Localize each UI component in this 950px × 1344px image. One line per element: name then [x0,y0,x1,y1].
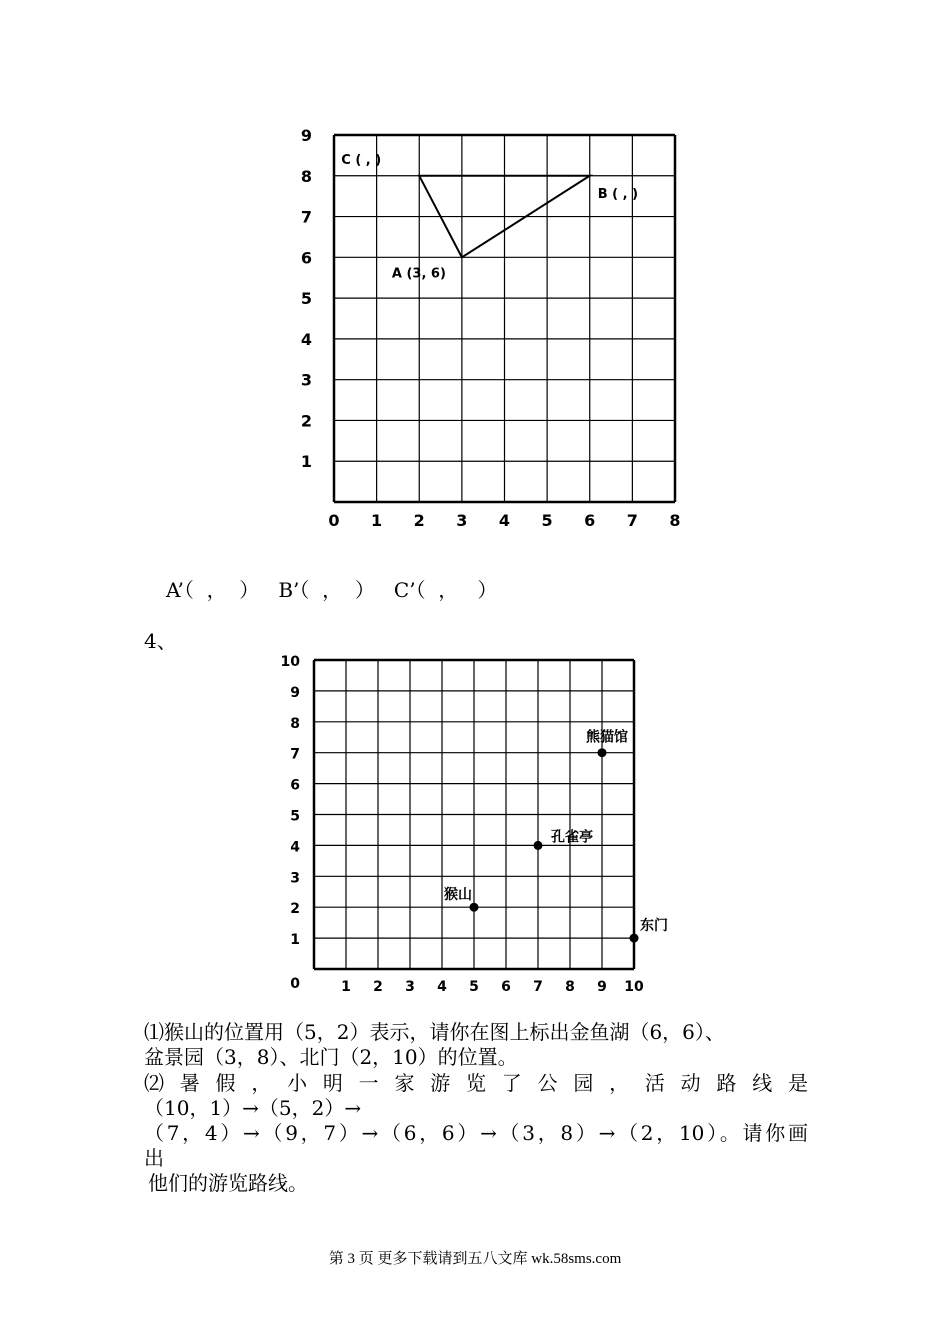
y-tick-label: 2 [290,901,300,918]
q4-part2-line2: （10，1）→（5，2）→ [144,1096,362,1120]
x-tick-label: 9 [597,979,607,995]
y-tick-label: 7 [290,746,300,763]
point-label-b: B ( , ) [597,186,639,202]
triangle-grid-chart [290,120,690,540]
y-tick-label: 3 [300,370,312,390]
page-footer: 第 3 页 更多下载请到五八文库 wk.58sms.com [328,1251,622,1267]
location-point [630,934,639,943]
location-label: 熊猫馆 [586,729,628,746]
x-tick-label: 7 [533,979,543,995]
q4-part2-line3: （7，4）→（9，7）→（6，6）→（3，8）→（2，10）。请你画 [144,1121,808,1145]
x-tick-label: 8 [565,979,575,995]
y-tick-label: 1 [300,452,312,472]
y-tick-label: 10 [280,654,300,670]
x-tick-label: 0 [328,511,340,530]
x-tick-label: 8 [669,511,681,530]
y-tick-label: 1 [290,932,300,949]
q4-part1-line2: 盆景园（3，8）、北门（2，10）的位置。 [144,1045,518,1069]
y-tick-label: 9 [290,684,300,701]
location-point [470,903,479,912]
q3-answer-line: A’（ ， ） B’（ ， ） C’（ ， ） [166,578,498,602]
location-label: 东门 [640,918,668,935]
x-tick-label: 7 [626,511,638,530]
q4-part2-line5: 他们的游览路线。 [148,1171,308,1195]
x-tick-label: 10 [624,979,644,995]
y-tick-label: 2 [300,411,312,431]
y-tick-label: 5 [290,808,300,825]
x-tick-label: 3 [456,511,468,530]
x-tick-label: 6 [501,979,511,995]
y-tick-label: 4 [300,329,312,349]
point-label-c: C ( , ) [341,152,382,168]
y-tick-label: 8 [290,715,300,732]
location-label: 猴山 [444,887,472,904]
question-number: 4、 [144,629,177,653]
y-tick-label: 5 [300,289,312,309]
y-tick-label: 6 [300,248,312,268]
x-tick-label: 2 [413,511,425,530]
q4-part1-line1: ⑴猴山的位置用（5，2）表示，请你在图上标出金鱼湖（6，6）、 [144,1020,725,1044]
location-point [534,841,543,850]
location-point [598,748,607,757]
q4-part2-line1: ⑵ 暑 假 ， 小 明 一 家 游 览 了 公 园 ， 活 动 路 线 是 [144,1071,808,1095]
y-tick-label: 9 [300,126,312,145]
x-tick-label: 5 [541,511,553,530]
x-tick-label: 4 [498,511,511,530]
x-tick-label: 2 [373,979,383,995]
origin-label: 0 [290,976,300,992]
y-tick-label: 8 [300,166,312,186]
x-tick-label: 4 [437,979,447,995]
x-tick-label: 6 [584,511,596,530]
q4-part2-line4: 出 [144,1146,164,1170]
y-tick-label: 3 [290,870,300,887]
y-tick-label: 4 [290,839,300,856]
point-label-a: A (3, 6) [391,266,446,282]
x-tick-label: 1 [371,511,383,530]
x-tick-label: 3 [405,979,415,995]
y-tick-label: 7 [300,207,312,227]
y-tick-label: 6 [290,777,300,794]
x-tick-label: 5 [469,979,479,995]
park-map-grid-chart [280,645,680,1005]
x-tick-label: 1 [341,979,351,995]
location-label: 孔雀亭 [551,829,593,846]
